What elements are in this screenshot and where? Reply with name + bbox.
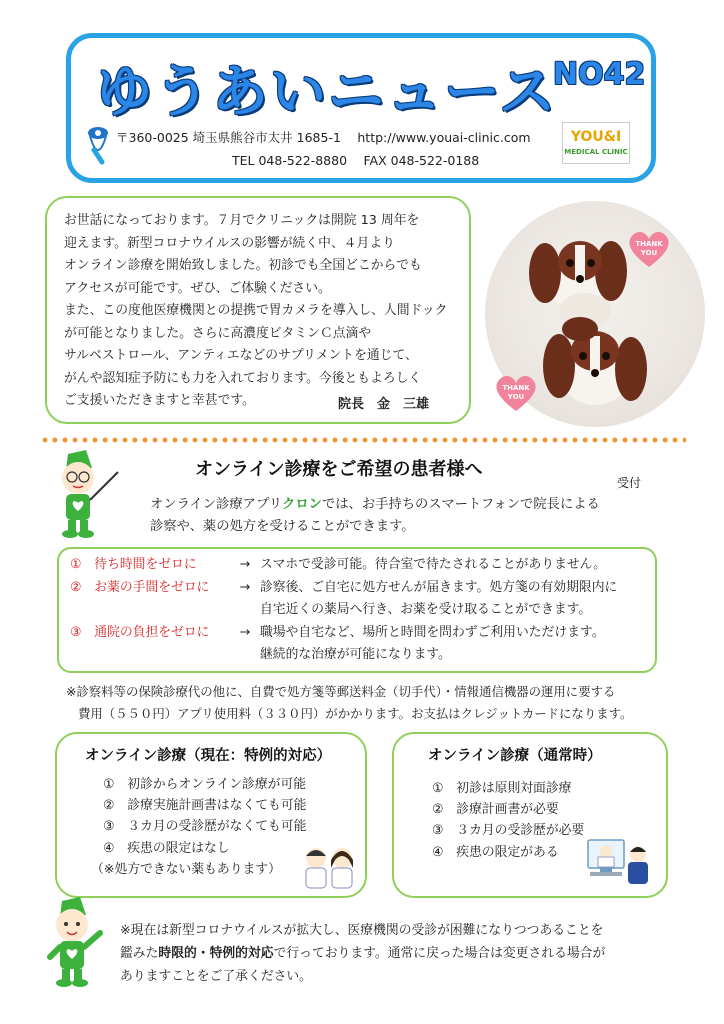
greeting-line: また、この度他医療機関との提携で胃カメラを導入し、人間ドック bbox=[64, 303, 448, 318]
greeting-line: が可能となりました。さらに高濃度ビタミンＣ点滴や bbox=[64, 325, 372, 341]
fee-note bbox=[66, 681, 632, 724]
online-section-title: オンライン診療をご希望の患者様へ bbox=[195, 459, 483, 480]
doctors-icon bbox=[300, 844, 358, 890]
greeting-line: サルベストロール、アンティエなどのサプリメントを通じて、 bbox=[64, 348, 418, 363]
benefit-text: 診察後、ご自宅に処方せんが届きます。処方箋の有効期限内に bbox=[260, 579, 618, 595]
greeting-line: アクセスが可能です。ぜひ、ご体験ください。 bbox=[64, 280, 331, 296]
newsletter-title: ゆうあいニュース bbox=[96, 60, 558, 125]
clinic-tel-fax: TEL 048-522-8880 FAX 048-522-0188 bbox=[232, 153, 480, 168]
intro-text: では、お手持ちのスマートフォンで院長による bbox=[321, 497, 600, 512]
footer-text: 鑑みた bbox=[120, 946, 159, 961]
thank-you-heart-icon bbox=[626, 229, 672, 269]
dotted-divider bbox=[40, 436, 686, 444]
heart-label: THANK bbox=[635, 240, 663, 248]
list-item: ① 初診は原則対面診療 bbox=[432, 781, 572, 796]
intro-text: 診察や、薬の処方を受けることができます。 bbox=[150, 519, 415, 534]
footer-text: で行っております。通常に戻った場合は変更される場合が bbox=[273, 946, 606, 961]
benefit-heading: ③ 通院の負担をゼロに bbox=[70, 624, 210, 640]
mascot-waving-icon bbox=[44, 895, 120, 991]
arrow-icon: → bbox=[239, 624, 251, 640]
benefit-heading: ② お薬の手間をゼロに bbox=[70, 579, 210, 595]
benefit-heading bbox=[70, 599, 230, 622]
normal-box-title: オンライン診療（通常時） bbox=[428, 748, 602, 764]
clinic-logo bbox=[562, 122, 630, 164]
arrow-spacer bbox=[230, 644, 260, 667]
arrow-icon: → bbox=[239, 579, 251, 595]
director-signature: 院長 金 三雄 bbox=[338, 397, 430, 412]
benefit-row bbox=[70, 577, 617, 600]
list-item: ④ 疾患の限定がある bbox=[432, 844, 559, 860]
special-box-title: オンライン診療（現在：特例的対応） bbox=[85, 748, 332, 764]
logo-text: YOU&I bbox=[570, 129, 622, 145]
heart-label: YOU bbox=[507, 393, 525, 401]
benefit-text: 自宅近くの薬局へ行き、お薬を受け取ることができます。 bbox=[260, 602, 592, 617]
mascot-pointing-icon bbox=[48, 448, 128, 540]
note-line: 費用（５５０円）アプリ使用料（３３０円）がかかります。お支払はクレジットカードになります。 bbox=[78, 705, 633, 721]
logo-subtext: MEDICAL CLINIC bbox=[564, 148, 628, 156]
benefit-text: 職場や自宅など、場所と時間を問わずご利用いただけます。 bbox=[260, 624, 605, 640]
heart-label: YOU bbox=[640, 249, 658, 257]
arrow-icon: → bbox=[239, 557, 251, 572]
clinic-mark-icon bbox=[84, 124, 112, 166]
telemedicine-icon bbox=[586, 838, 652, 886]
app-name: クロン bbox=[282, 497, 322, 512]
normal-measures-box bbox=[392, 732, 668, 898]
benefit-row bbox=[70, 554, 617, 577]
footer-line: ありますことをご了承ください。 bbox=[120, 969, 312, 984]
clinic-address: 〒360-0025 埼玉県熊谷市太井 1685-1 http://www.youai-clinic.com bbox=[116, 130, 531, 145]
benefit-text: スマホで受診可能。待合室で待たされることがありません。 bbox=[260, 557, 607, 572]
list-item: ③ ３カ月の受診歴がなくても可能 bbox=[103, 819, 307, 835]
benefit-heading: ① 待ち時間をゼロに bbox=[70, 557, 197, 572]
greeting-line: 迎えます。新型コロナウイルスの影響が続く中、４月より bbox=[64, 235, 395, 251]
footer-line: ※現在は新型コロナウイルスが拡大し、医療機関の受診が困難になりつつあることを bbox=[120, 923, 604, 938]
heart-label: THANK bbox=[502, 384, 530, 392]
note-line: ※診察料等の保険診療代の他に、自費で処方箋等郵送料金（切手代）・情報通信機器の運用に要する bbox=[66, 684, 616, 699]
benefit-heading bbox=[70, 644, 230, 667]
special-measures-box bbox=[55, 732, 367, 898]
greeting-line: お世話になっております。７月でクリニックは開院 13 周年を bbox=[64, 213, 420, 228]
greeting-line: ご支援いただきますと幸甚です。 bbox=[64, 393, 255, 408]
online-intro bbox=[150, 494, 600, 538]
greeting-text bbox=[64, 210, 464, 413]
normal-box-list bbox=[432, 778, 584, 863]
benefit-row bbox=[70, 622, 617, 645]
benefit-text: 継続的な治療が可能になります。 bbox=[260, 647, 451, 662]
list-item: （※処方できない薬もあります） bbox=[91, 861, 281, 877]
list-item: ① 初診からオンライン診療が可能 bbox=[103, 777, 307, 792]
issue-number: NO42 bbox=[553, 57, 646, 92]
list-item: ② 診療実施計画書はなくても可能 bbox=[103, 798, 307, 814]
reception-label: 受付 bbox=[617, 476, 642, 490]
arrow-spacer bbox=[230, 599, 260, 622]
special-box-list bbox=[91, 774, 307, 880]
list-item: ④ 疾患の限定はなし bbox=[103, 840, 230, 856]
greeting-line: オンライン診療を開始致しました。初診でも全国どこからでも bbox=[64, 258, 422, 273]
thank-you-heart-icon bbox=[493, 373, 539, 413]
list-item: ③ ３カ月の受診歴が必要 bbox=[432, 823, 585, 839]
intro-text: オンライン診療アプリ bbox=[150, 497, 283, 512]
list-item: ② 診療計画書が必要 bbox=[432, 802, 559, 818]
greeting-line: がんや認知症予防にも力を入れております。今後ともよろしく bbox=[64, 370, 422, 386]
benefit-row bbox=[70, 599, 617, 622]
footer-note bbox=[120, 919, 605, 988]
benefits-list bbox=[70, 554, 617, 667]
footer-emphasis: 時限的・特例的対応 bbox=[158, 946, 274, 961]
benefit-row bbox=[70, 644, 617, 667]
